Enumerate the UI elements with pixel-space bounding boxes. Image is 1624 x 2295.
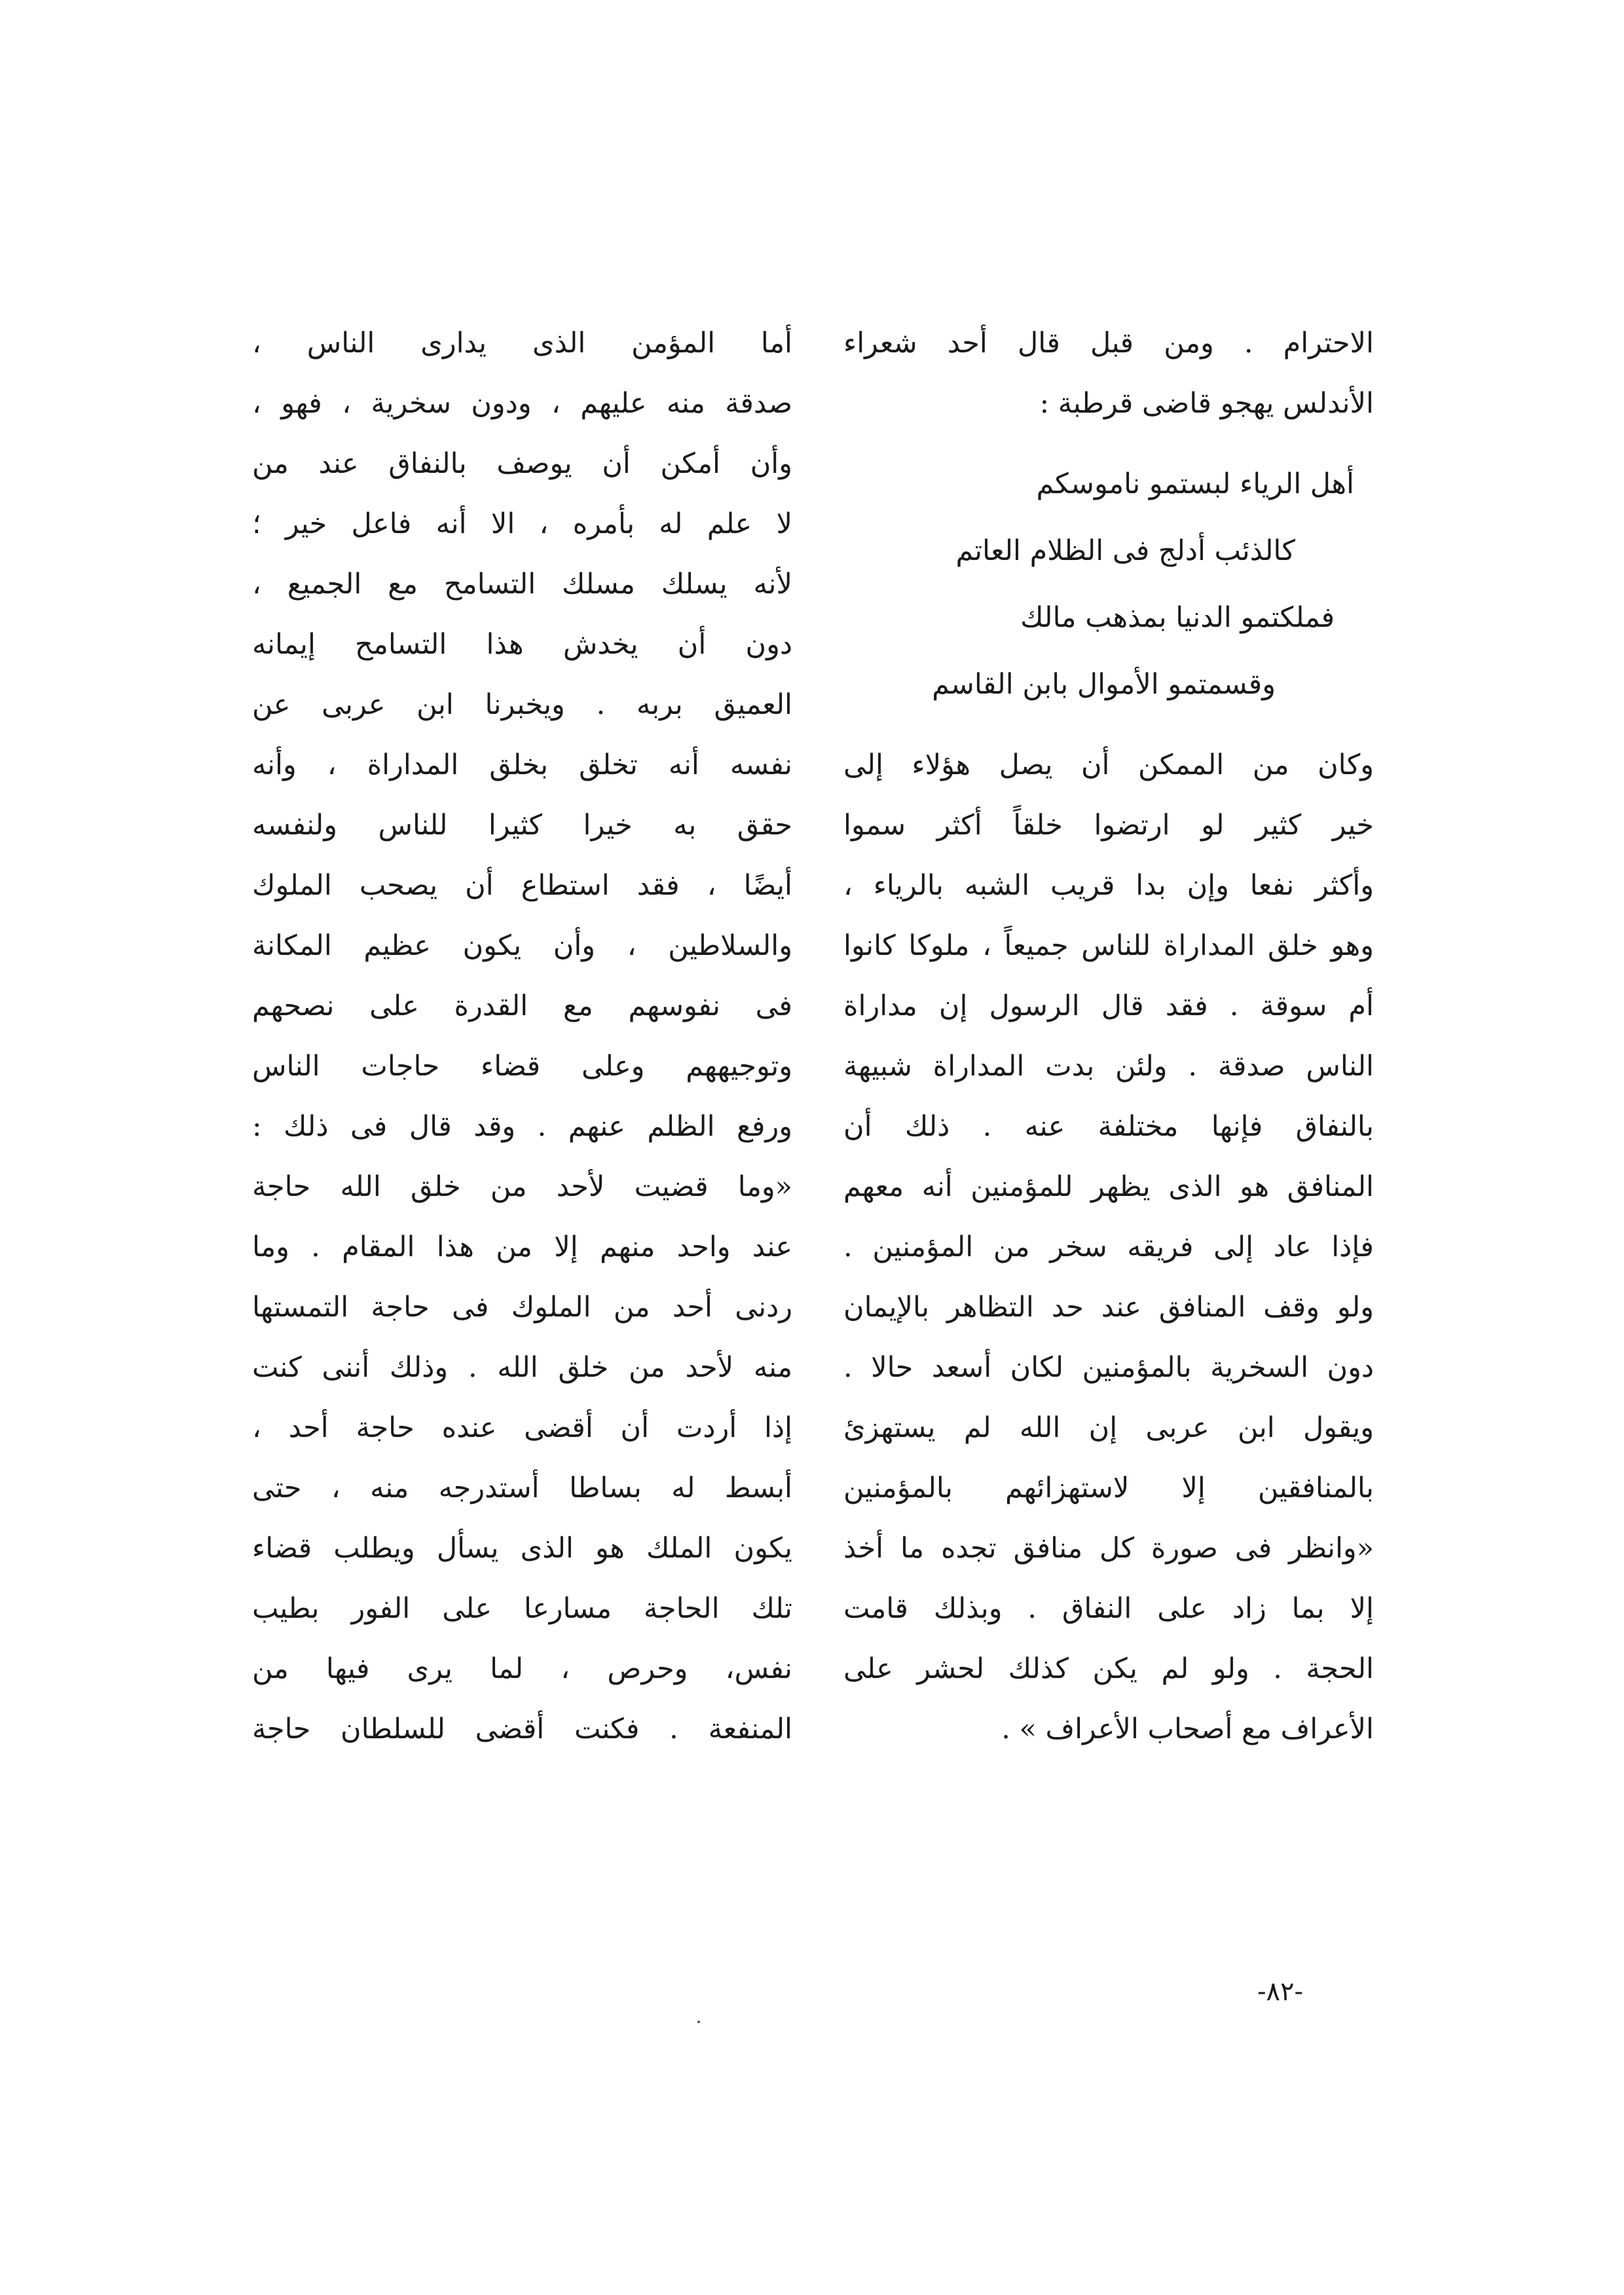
text-line: أم سوقة . فقد قال الرسول إن مداراة [843, 990, 1374, 1022]
text-line: وأكثر نفعا وإن بدا قريب الشبه بالرياء ، [843, 869, 1374, 902]
text-line: وتوجيههم وعلى قضاء حاجات الناس [252, 1050, 792, 1083]
scan-speck [697, 2021, 700, 2023]
left-text-column [252, 313, 792, 1759]
text-line: دون السخرية بالمؤمنين لكان أسعد حالا . [843, 1351, 1374, 1384]
text-line: الناس صدقة . ولئن بدت المداراة شبيهة [843, 1050, 1374, 1083]
text-line: إذا أردت أن أقضى عنده حاجة أحد ، [252, 1411, 792, 1444]
text-line: خير كثير لو ارتضوا خلقاً أكثر سموا [843, 809, 1374, 842]
text-line: منه لأحد من خلق الله . وذلك أننى كنت [252, 1351, 792, 1384]
text-line: نفس، وحرص ، لما يرى فيها من [252, 1652, 792, 1685]
text-line: ردنى أحد من الملوك فى حاجة التمستها [252, 1291, 792, 1324]
text-line: نفسه أنه تخلق بخلق المداراة ، وأنه [252, 749, 792, 781]
text-line: فى نفوسهم مع القدرة على نصحهم [252, 990, 792, 1022]
text-line: الاحترام . ومن قبل قال أحد شعراء [843, 327, 1374, 360]
verse-line: كالذئب أدلج فى الظلام العاتم [955, 534, 1295, 567]
text-line: بالمنافقين إلا لاستهزائهم بالمؤمنين [843, 1472, 1374, 1504]
text-line: أما المؤمن الذى يدارى الناس ، [252, 327, 792, 360]
text-line: الأندلس يهجو قاضى قرطبة : [1039, 387, 1374, 420]
text-line: فإذا عاد إلى فريقه سخر من المؤمنين . [843, 1231, 1374, 1263]
text-line: عند واحد منهم إلا من هذا المقام . وما [252, 1231, 792, 1263]
text-line: بالنفاق فإنها مختلفة عنه . ذلك أن [843, 1110, 1374, 1143]
text-line: صدقة منه عليهم ، ودون سخرية ، فهو ، [252, 387, 792, 420]
text-line: الحجة . ولو لم يكن كذلك لحشر على [843, 1652, 1374, 1685]
text-line: «وانظر فى صورة كل منافق تجده ما أخذ [843, 1532, 1374, 1565]
text-line: ويقول ابن عربى إن الله لم يستهزئ [843, 1411, 1374, 1444]
text-line: دون أن يخدش هذا التسامح إيمانه [252, 628, 792, 661]
text-line: المنفعة . فكنت أقضى للسلطان حاجة [252, 1713, 792, 1745]
text-line: لا علم له بأمره ، الا أنه فاعل خير ؛ [252, 508, 792, 540]
text-line: تلك الحاجة مسارعا على الفور بطيب [252, 1592, 792, 1625]
text-line: ورفع الظلم عنهم . وقد قال فى ذلك : [252, 1110, 792, 1143]
verse-line: وقسمتمو الأموال بابن القاسم [932, 668, 1276, 701]
spacer [843, 718, 1374, 735]
text-line: وهو خلق المداراة للناس جميعاً ، ملوكا كانوا [843, 929, 1374, 962]
text-line: يكون الملك هو الذى يسأل ويطلب قضاء [252, 1532, 792, 1565]
text-line: أبسط له بساطا أستدرجه منه ، حتى [252, 1472, 792, 1504]
page-number: -٨٢- [1257, 1977, 1303, 2007]
text-line: والسلاطين ، وأن يكون عظيم المكانة [252, 929, 792, 962]
text-line: حقق به خيرا كثيرا للناس ولنفسه [252, 809, 792, 842]
text-line: أيضًا ، فقد استطاع أن يصحب الملوك [252, 869, 792, 902]
text-line: ولو وقف المنافق عند حد التظاهر بالإيمان [843, 1291, 1374, 1324]
text-line: الأعراف مع أصحاب الأعراف » . [1001, 1713, 1374, 1745]
verse-line: فملكتمو الدنيا بمذهب مالك [1020, 601, 1335, 634]
spacer [843, 434, 1374, 451]
text-line: إلا بما زاد على النفاق . وبذلك قامت [843, 1592, 1374, 1625]
poem-verse [843, 451, 1374, 718]
text-line: لأنه يسلك مسلك التسامح مع الجميع ، [252, 568, 792, 601]
right-text-column [843, 313, 1374, 1759]
verse-line: أهل الرياء لبستمو ناموسكم [1036, 468, 1354, 500]
text-line: وأن أمكن أن يوصف بالنفاق عند من [252, 447, 792, 480]
text-line: المنافق هو الذى يظهر للمؤمنين أنه معهم [843, 1170, 1374, 1203]
text-line: العميق بربه . ويخبرنا ابن عربى عن [252, 688, 792, 721]
text-line: وكان من الممكن أن يصل هؤلاء إلى [843, 749, 1374, 781]
text-line: «وما قضيت لأحد من خلق الله حاجة [252, 1170, 792, 1203]
